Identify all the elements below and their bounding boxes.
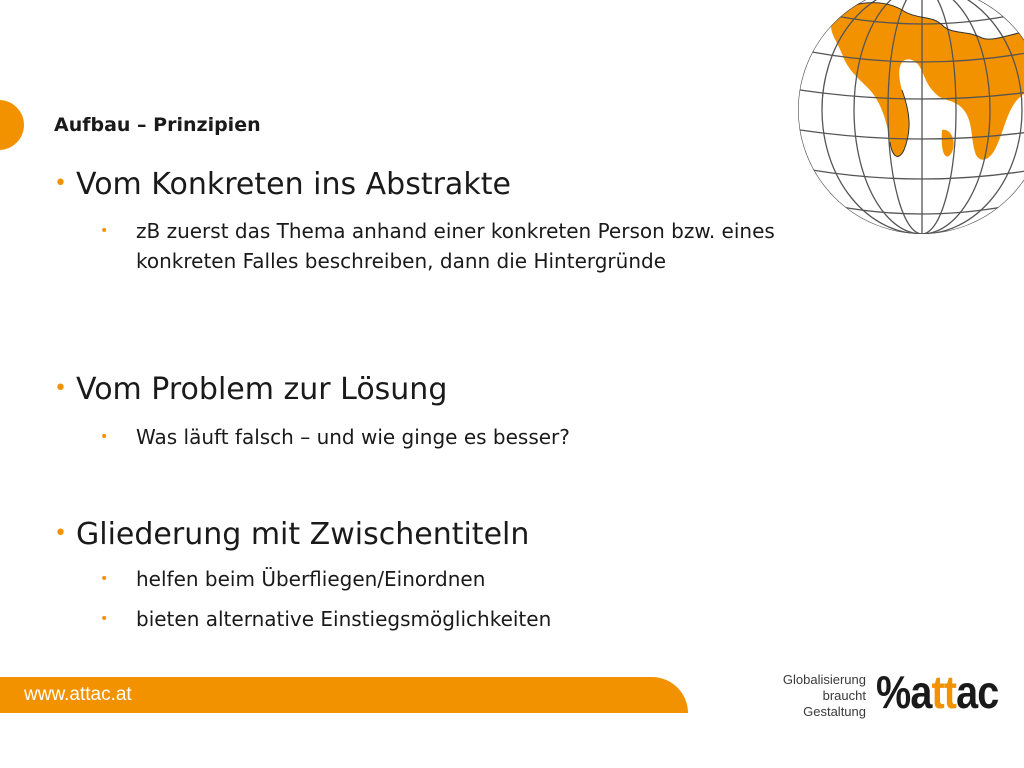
logo-letters-tt: tt [931,666,957,718]
attac-logo [876,667,998,717]
slide-subtitle: Aufbau – Prinzipien [54,114,261,136]
footer-url-link[interactable]: www.attac.at [24,684,132,705]
logo-tagline-line: Globalisierung [782,672,866,687]
bullet-marker: • [54,171,67,196]
bullet-item-1-1 [100,216,840,276]
logo-letters-a: a [910,666,932,718]
logo-tagline-line: braucht [822,688,866,703]
bullet-heading-text: Vom Konkreten ins Abstrakte [76,167,511,202]
bullet-item-3-1 [100,564,840,594]
bullet-marker: • [100,571,109,587]
bullet-heading-3 [54,516,529,553]
decorative-orange-dot [0,100,24,150]
bullet-heading-text: Gliederung mit Zwischentiteln [76,517,530,552]
bullet-item-2-1 [100,422,840,452]
bullet-marker: • [100,611,109,627]
bullet-item-text: Was läuft falsch – und wie ginge es besser? [136,425,570,449]
bullet-item-text: helfen beim Überfliegen/Einordnen [136,567,486,591]
logo-tagline [778,672,866,720]
bullet-marker: • [100,223,109,239]
bullet-heading-1 [54,166,511,203]
bullet-marker: • [54,521,67,546]
bullet-heading-2 [54,371,447,408]
logo-tagline-line: Gestaltung [803,704,866,719]
bullet-marker: • [100,429,109,445]
bullet-item-text: bieten alternative Einstiegsmöglichkeiten [136,607,552,631]
logo-prefix: % [876,666,911,718]
bullet-marker: • [54,376,67,401]
bullet-item-text: zB zuerst das Thema anhand einer konkreten Person bzw. eines konkreten Falles beschreiben, dann die Hintergründe [136,219,775,273]
globe-icon [792,0,1024,240]
bullet-heading-text: Vom Problem zur Lösung [76,372,448,407]
bullet-item-3-2 [100,604,840,634]
logo-letters-ac: ac [956,666,999,718]
